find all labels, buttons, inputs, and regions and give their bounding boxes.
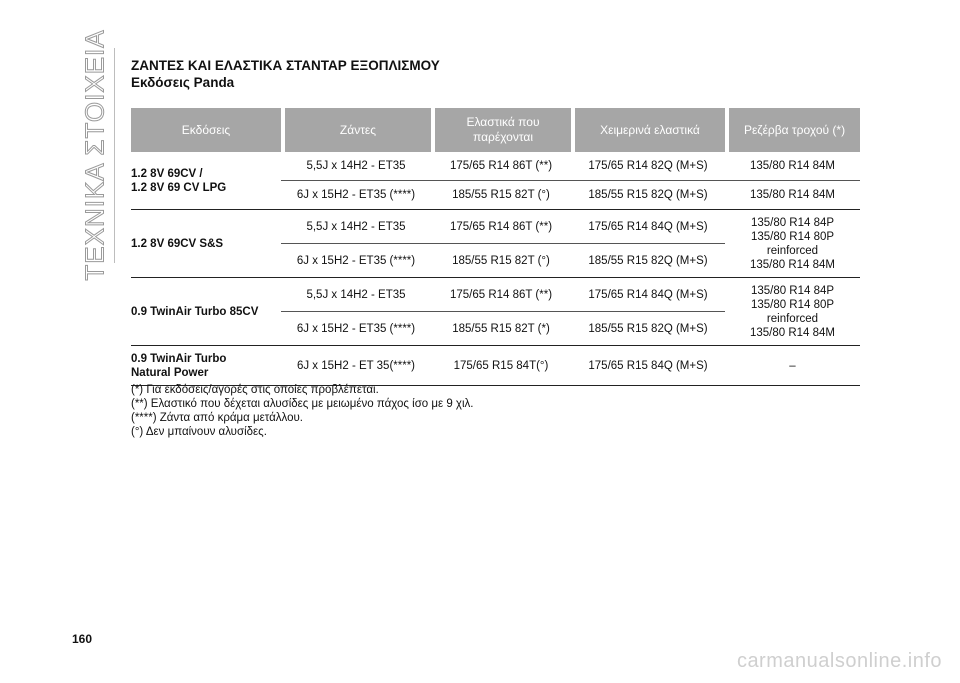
table-row bbox=[131, 152, 860, 181]
spare-line: 135/80 R14 84M bbox=[749, 326, 836, 339]
winter-cell: 185/55 R15 82Q (M+S) bbox=[571, 244, 725, 278]
model-name: 1.2 8V 69CV / bbox=[131, 167, 203, 180]
table-header-row bbox=[131, 108, 860, 152]
spare-line: 135/80 R14 80P bbox=[750, 230, 835, 243]
spare-cell bbox=[725, 210, 860, 278]
tyres-table bbox=[131, 108, 860, 386]
rim-cell: 5,5J x 14H2 - ET35 bbox=[281, 210, 431, 244]
tyre-cell: 185/55 R15 82T (°) bbox=[431, 181, 571, 210]
col-header-spare-wheel: Ρεζέρβα τροχού (*) bbox=[725, 108, 860, 152]
footnote: (°) Δεν μπαίνουν αλυσίδες. bbox=[131, 426, 267, 438]
table-row bbox=[131, 278, 860, 312]
rim-cell: 6J x 15H2 - ET35 (****) bbox=[281, 244, 431, 278]
spare-line: reinforced bbox=[766, 312, 819, 325]
model-cell bbox=[131, 210, 281, 278]
model-cell bbox=[131, 278, 281, 346]
spare-line: reinforced bbox=[766, 244, 819, 257]
model-cell bbox=[131, 346, 281, 386]
tyre-cell: 175/65 R14 86T (**) bbox=[431, 152, 571, 181]
tyre-cell: 175/65 R15 84T(°) bbox=[431, 346, 571, 386]
col-header-tyres: Ελαστικά που παρέχονται bbox=[431, 108, 571, 152]
side-divider bbox=[114, 48, 115, 263]
footnotes bbox=[131, 383, 473, 439]
page-subtitle: Εκδόσεις Panda bbox=[131, 75, 235, 90]
section-side-title bbox=[79, 29, 110, 281]
winter-cell: 185/55 R15 82Q (M+S) bbox=[571, 181, 725, 210]
model-name: 0.9 TwinAir Turbo bbox=[131, 352, 227, 365]
footnote: (**) Ελαστικό που δέχεται αλυσίδες με μειωμένο πάχος ίσο με 9 χιλ. bbox=[131, 398, 474, 410]
spare-line: 135/80 R14 84M bbox=[749, 258, 836, 271]
col-header-winter-tyres: Χειμερινά ελαστικά bbox=[571, 108, 725, 152]
page-number: 160 bbox=[72, 632, 93, 646]
spare-line: 135/80 R14 84P bbox=[750, 284, 835, 297]
model-name: Natural Power bbox=[131, 366, 209, 379]
winter-cell: 175/65 R14 84Q (M+S) bbox=[571, 278, 725, 312]
page-title: ΖΑΝΤΕΣ ΚΑΙ ΕΛΑΣΤΙΚΑ ΣΤΑΝΤΑΡ ΕΞΟΠΛΙΣΜΟΥ bbox=[131, 58, 440, 73]
tyre-cell: 175/65 R14 86T (**) bbox=[431, 210, 571, 244]
footnote: (*) Για εκδόσεις/αγορές στις οποίες προβλέπεται. bbox=[131, 384, 379, 396]
model-name: 1.2 8V 69 CV LPG bbox=[131, 181, 227, 194]
spare-cell bbox=[725, 278, 860, 346]
tyre-cell: 185/55 R15 82T (°) bbox=[431, 244, 571, 278]
model-name: 0.9 TwinAir Turbo 85CV bbox=[131, 305, 259, 318]
spare-cell: 135/80 R14 84M bbox=[725, 181, 860, 210]
watermark: carmanualsonline.info bbox=[736, 650, 942, 672]
spare-line: 135/80 R14 84P bbox=[750, 216, 835, 229]
rim-cell: 6J x 15H2 - ET35 (****) bbox=[281, 312, 431, 346]
winter-cell: 175/65 R14 82Q (M+S) bbox=[571, 152, 725, 181]
rim-cell: 6J x 15H2 - ET 35(****) bbox=[281, 346, 431, 386]
rim-cell: 5,5J x 14H2 - ET35 bbox=[281, 152, 431, 181]
col-header-versions: Εκδόσεις bbox=[131, 108, 281, 152]
model-name: 1.2 8V 69CV S&S bbox=[131, 237, 224, 250]
model-cell bbox=[131, 152, 281, 210]
table-row bbox=[131, 346, 860, 386]
tyre-cell: 185/55 R15 82T (*) bbox=[431, 312, 571, 346]
rim-cell: 6J x 15H2 - ET35 (****) bbox=[281, 181, 431, 210]
footnote: (****) Ζάντα από κράμα μετάλλου. bbox=[131, 412, 303, 424]
section-side-title-text: ΤΕΧΝΙΚΑ ΣΤΟΙΧΕΙΑ bbox=[79, 29, 110, 281]
spare-cell: – bbox=[725, 346, 860, 386]
spare-cell: 135/80 R14 84M bbox=[725, 152, 860, 181]
rim-cell: 5,5J x 14H2 - ET35 bbox=[281, 278, 431, 312]
table-row bbox=[131, 210, 860, 244]
winter-cell: 175/65 R14 84Q (M+S) bbox=[571, 210, 725, 244]
winter-cell: 185/55 R15 82Q (M+S) bbox=[571, 312, 725, 346]
col-header-rims: Ζάντες bbox=[281, 108, 431, 152]
tyre-cell: 175/65 R14 86T (**) bbox=[431, 278, 571, 312]
winter-cell: 175/65 R15 84Q (M+S) bbox=[571, 346, 725, 386]
spare-line: 135/80 R14 80P bbox=[750, 298, 835, 311]
